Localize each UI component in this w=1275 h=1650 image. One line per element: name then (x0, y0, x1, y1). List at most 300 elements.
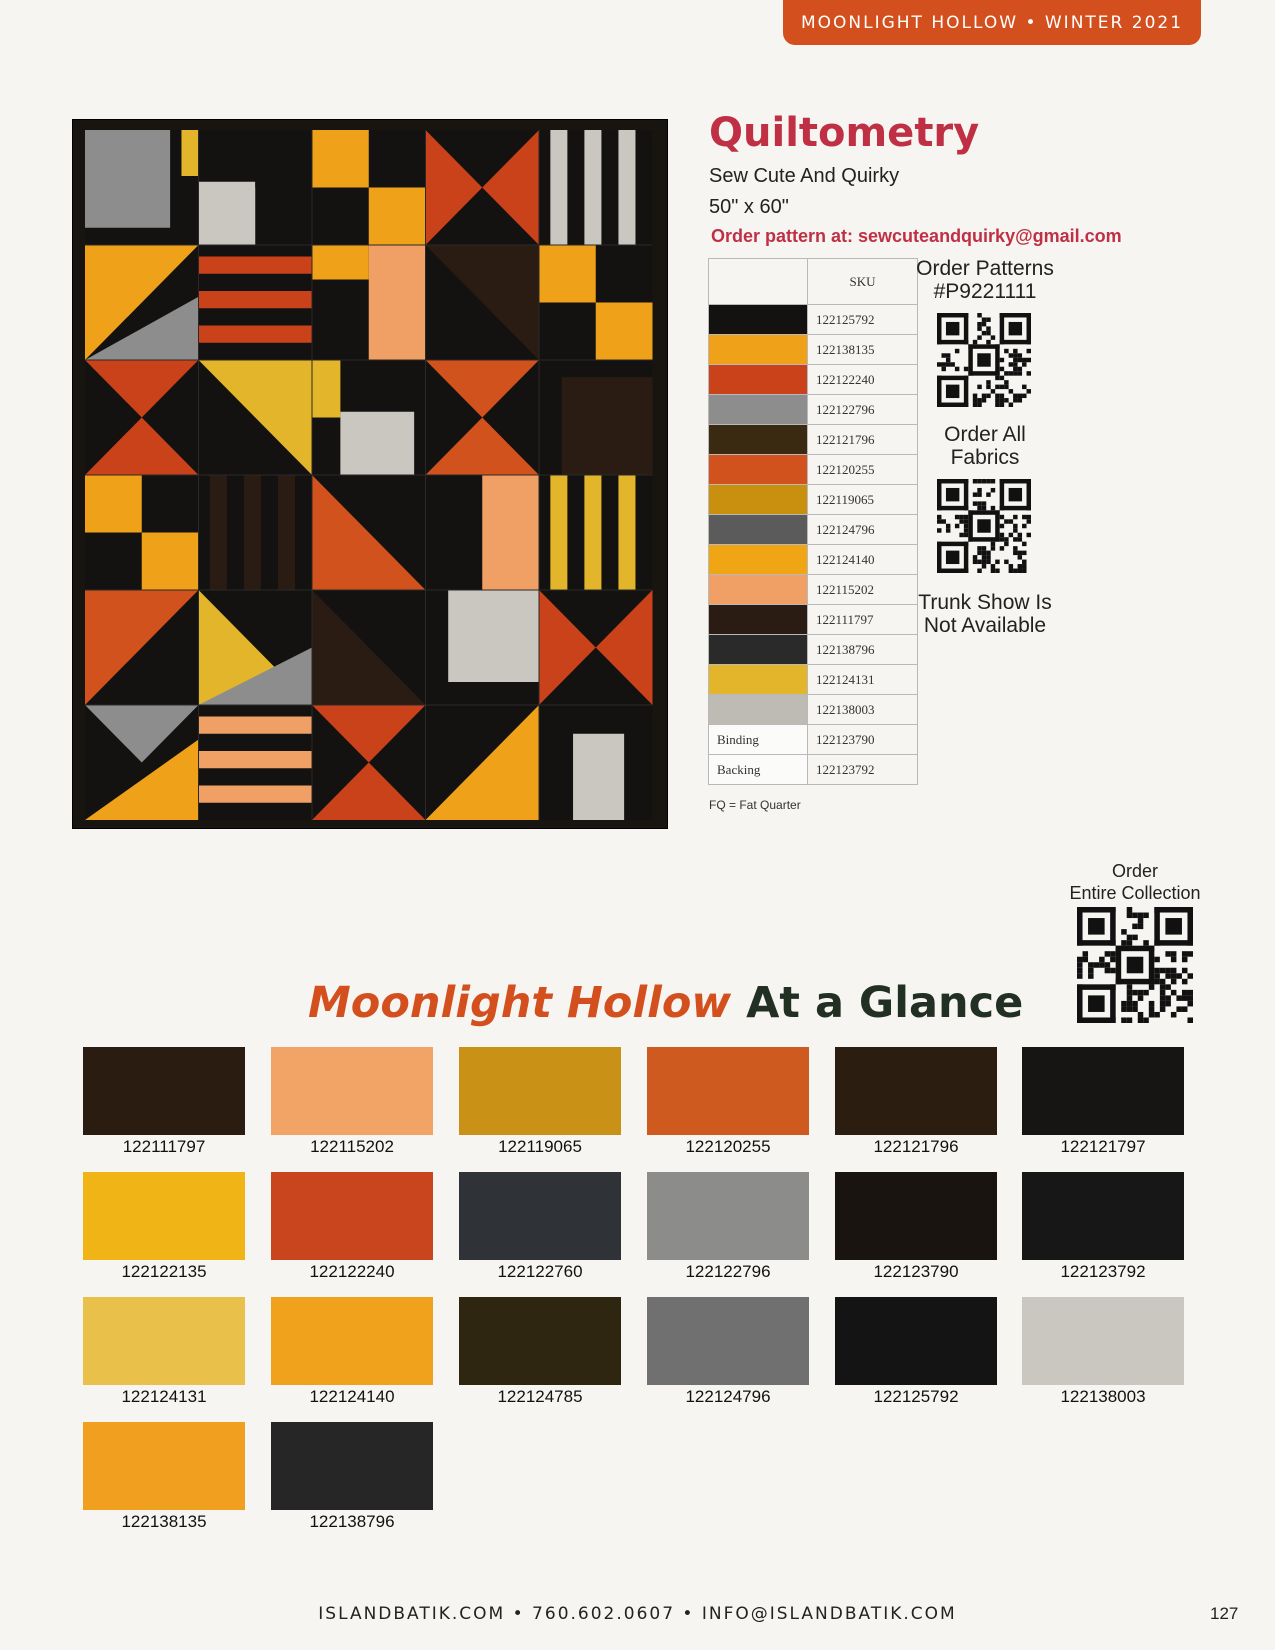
qr-module (977, 385, 981, 389)
fabric-swatch-sku: 122122760 (497, 1262, 583, 1281)
qr-module (1182, 990, 1188, 996)
qr-module (995, 510, 999, 541)
qr-module (1176, 973, 1182, 979)
qr-module (1009, 564, 1013, 568)
fabric-swatch (83, 1047, 245, 1157)
fabric-sku-table (708, 258, 918, 785)
qr-module (986, 385, 990, 389)
fabric-swatch-cell (709, 695, 808, 725)
quilt-patch (278, 475, 295, 590)
fabric-swatch-cell (709, 335, 808, 365)
fabric-row (709, 635, 918, 665)
qr-module (1121, 929, 1127, 935)
fabric-row (709, 425, 918, 455)
qr-module (946, 528, 950, 532)
qr-module (1000, 515, 1004, 519)
qr-module (977, 326, 981, 330)
qr-module (1182, 957, 1188, 963)
qr-module (1149, 984, 1155, 990)
qr-module (1000, 313, 1031, 317)
qr-module (1013, 394, 1017, 398)
qr-module (1182, 1006, 1188, 1012)
qr-module (1009, 519, 1013, 523)
qr-module (1149, 1001, 1155, 1007)
fabric-sku-rows (709, 305, 918, 725)
fabric-swatch-sku: 122122240 (309, 1262, 395, 1281)
qr-module (1127, 935, 1133, 941)
qr-module (937, 376, 968, 380)
qr-module (995, 385, 999, 389)
qr-module (1160, 984, 1166, 990)
swatch-header-cell (709, 259, 808, 305)
qr-module (1154, 1012, 1160, 1018)
qr-module (1077, 984, 1116, 990)
qr-module (1187, 907, 1193, 946)
qr-module (1182, 979, 1188, 985)
qr-module (1018, 551, 1022, 555)
qr-module (1027, 371, 1031, 375)
fabric-swatch-sku: 122123790 (873, 1262, 959, 1281)
qr-module (1182, 951, 1188, 957)
qr-module (1022, 524, 1026, 528)
fabric-swatch (647, 1297, 809, 1407)
qr-module (1105, 968, 1111, 974)
qr-module (937, 506, 968, 510)
fabric-sku-cell: 122122240 (808, 365, 918, 395)
fabric-swatch-sku: 122111797 (122, 1137, 206, 1156)
fabric-swatch-image (271, 1172, 433, 1260)
qr-module (1138, 995, 1144, 1001)
qr-module (973, 492, 977, 496)
qr-module (937, 403, 968, 407)
qr-module (1110, 984, 1116, 1023)
qr-module (986, 560, 990, 564)
quilt-patch (255, 130, 312, 188)
qr-module (1004, 371, 1008, 375)
order-patterns-line1: Order Patterns (916, 257, 1054, 280)
qr-module (1000, 358, 1004, 362)
qr-module (1094, 962, 1100, 968)
qr-module (1165, 1001, 1171, 1007)
binding-sku: 122123790 (808, 725, 918, 755)
qr-module (946, 524, 950, 528)
quilt-patch (181, 130, 198, 176)
quilt-patch (85, 475, 142, 533)
qr-module (1077, 907, 1083, 946)
backing-row (709, 755, 918, 785)
qr-module (1154, 940, 1193, 946)
qr-module (991, 335, 995, 339)
fabric-swatch (271, 1297, 433, 1407)
qr-module (1013, 551, 1017, 555)
qr-module (1013, 546, 1017, 550)
qr-module (968, 510, 999, 514)
qr-module (1160, 990, 1166, 996)
qr-module (986, 326, 990, 330)
qr-module (977, 398, 981, 402)
qr-module (1027, 313, 1031, 344)
fabric-sku-cell: 122125792 (808, 305, 918, 335)
qr-module (1022, 564, 1026, 568)
fabric-sku-cell: 122119065 (808, 485, 918, 515)
qr-module (1154, 957, 1160, 963)
quilt-size: 50" x 60" (709, 196, 789, 218)
header-label: MOONLIGHT HOLLOW • WINTER 2021 (800, 12, 1184, 33)
fabric-swatch (835, 1297, 997, 1407)
fabric-swatch-image (459, 1172, 621, 1260)
qr-module (1171, 951, 1177, 957)
qr-module (986, 331, 990, 335)
qr-module (1000, 546, 1004, 550)
quilt-patch (244, 475, 261, 590)
qr-module (941, 367, 945, 371)
fabric-swatch (271, 1047, 433, 1157)
qr-module (982, 551, 986, 555)
qr-module (1000, 533, 1004, 537)
qr-module (964, 533, 968, 537)
fabric-swatch-image (647, 1297, 809, 1385)
fabric-row (709, 455, 918, 485)
qr-module (1138, 913, 1144, 919)
qr-module (1154, 979, 1160, 985)
qr-module (946, 362, 950, 366)
fabric-swatch (83, 1297, 245, 1407)
qr-module (1004, 349, 1008, 353)
qr-module (977, 506, 981, 510)
qr-module (946, 322, 959, 335)
qr-module (1171, 973, 1177, 979)
qr-module (964, 528, 968, 532)
fabric-swatch-sku: 122124131 (121, 1387, 207, 1406)
fabric-sku-cell: 122138135 (808, 335, 918, 365)
qr-module (982, 506, 986, 510)
fabric-swatch-sku: 122115202 (310, 1137, 394, 1156)
qr-module (1013, 528, 1017, 532)
fabric-swatch (459, 1172, 621, 1282)
qr-module (964, 313, 968, 344)
order-patterns-qr-icon[interactable] (937, 313, 1031, 407)
qr-module (1009, 322, 1022, 335)
qr-module (1160, 979, 1166, 985)
fabric-swatch (835, 1047, 997, 1157)
quilt-patch (199, 786, 313, 803)
qr-module (977, 353, 990, 366)
quilt-patch (199, 751, 313, 768)
fabric-swatch-sku: 122121797 (1060, 1137, 1146, 1156)
qr-module (1121, 1001, 1127, 1007)
order-collection-label (1055, 860, 1215, 904)
fabric-row (709, 395, 918, 425)
qr-module (1132, 1006, 1138, 1012)
qr-module (1105, 962, 1111, 968)
qr-module (995, 376, 999, 380)
qr-module (937, 340, 968, 344)
qr-module (1127, 957, 1144, 974)
qr-module (1116, 946, 1122, 985)
qr-module (968, 371, 999, 375)
qr-module (1083, 957, 1089, 963)
qr-module (982, 560, 986, 564)
qr-module (973, 398, 977, 402)
qr-module (973, 340, 977, 344)
qr-module (973, 403, 977, 407)
qr-module (1127, 984, 1133, 990)
quilt-patch (448, 590, 539, 682)
qr-module (1013, 515, 1017, 519)
qr-module (964, 376, 968, 407)
qr-module (1027, 389, 1031, 393)
qr-module (964, 367, 968, 371)
qr-module (1165, 918, 1182, 935)
qr-module (1182, 995, 1188, 1001)
qr-module (1176, 995, 1182, 1001)
footer-contact: ISLANDBATIK.COM • 760.602.0607 • INFO@ISLANDBATIK.COM (318, 1604, 957, 1624)
qr-module (941, 353, 945, 357)
fabric-swatch (647, 1172, 809, 1282)
qr-module (1000, 376, 1004, 380)
fabric-row (709, 365, 918, 395)
qr-module (1171, 979, 1177, 985)
qr-module (1138, 918, 1144, 924)
fabric-swatch-image (835, 1297, 997, 1385)
qr-module (1083, 951, 1089, 957)
order-pattern-line[interactable]: Order pattern at: sewcuteandquirky@gmail.com (711, 226, 1122, 246)
qr-module (964, 519, 968, 523)
qr-module (1088, 995, 1105, 1012)
qr-module (986, 479, 990, 483)
qr-module (968, 537, 999, 541)
qr-module (1013, 358, 1017, 362)
qr-module (968, 510, 972, 541)
page-number: 127 (1210, 1604, 1239, 1623)
qr-module (1143, 940, 1149, 946)
qr-module (991, 546, 995, 550)
qr-module (1009, 403, 1013, 407)
qr-module (1027, 479, 1031, 510)
qr-module (1077, 957, 1083, 963)
fabric-swatch-cell (709, 455, 808, 485)
quilt-patch (312, 360, 340, 418)
fabric-row (709, 335, 918, 365)
qr-module (991, 488, 995, 492)
qr-module (982, 322, 986, 326)
order-collection-qr-icon[interactable] (1077, 907, 1193, 1023)
qr-module (1110, 951, 1116, 957)
qr-module (1121, 1006, 1127, 1012)
fabric-swatch (1022, 1047, 1184, 1157)
fabric-row (709, 305, 918, 335)
qr-module (1165, 995, 1171, 1001)
qr-module (1018, 564, 1022, 568)
qr-module (1004, 398, 1008, 402)
table-header-row (709, 259, 918, 305)
qr-module (1077, 984, 1083, 1023)
qr-module (995, 569, 999, 573)
quilt-patch (618, 475, 635, 590)
qr-module (1171, 957, 1177, 963)
backing-sku: 122123792 (808, 755, 918, 785)
qr-module (955, 349, 959, 353)
qr-module (1127, 995, 1133, 1001)
qr-module (1018, 398, 1022, 402)
qr-module (973, 560, 977, 564)
qr-module (977, 335, 981, 339)
qr-module (1022, 358, 1026, 362)
fabric-swatch-sku: 122138796 (309, 1512, 395, 1531)
fabric-swatch-cell (709, 515, 808, 545)
qr-module (1000, 398, 1004, 402)
qr-module (1105, 951, 1111, 957)
qr-module (1187, 995, 1193, 1001)
fabric-row (709, 605, 918, 635)
qr-module (1013, 349, 1017, 353)
qr-module (977, 501, 981, 505)
qr-module (1160, 995, 1166, 1001)
fabric-sku-cell: 122138003 (808, 695, 918, 725)
qr-module (1110, 968, 1116, 974)
qr-module (977, 560, 981, 564)
fabric-swatch-image (647, 1047, 809, 1135)
qr-module (973, 479, 977, 483)
qr-module (986, 380, 990, 384)
qr-module (1018, 569, 1022, 573)
fabric-sku-cell: 122124140 (808, 545, 918, 575)
fabric-swatch-cell (709, 635, 808, 665)
qr-module (977, 488, 981, 492)
qr-module (1143, 990, 1149, 996)
fabric-sku-cell: 122124796 (808, 515, 918, 545)
fabric-swatch-sku: 122122796 (685, 1262, 771, 1281)
qr-module (1022, 385, 1026, 389)
order-fabrics-label (905, 423, 1065, 469)
qr-module (1171, 990, 1177, 996)
fabric-sku-cell: 122121796 (808, 425, 918, 455)
fabric-swatch-sku: 122124785 (497, 1387, 583, 1406)
qr-module (982, 564, 986, 568)
qr-module (977, 492, 981, 496)
fabric-swatch-sku: 122138135 (121, 1512, 207, 1531)
quilt-patch (199, 182, 256, 245)
qr-module (1138, 990, 1144, 996)
qr-module (1110, 957, 1116, 963)
qr-module (941, 519, 945, 523)
quilt-patch (312, 130, 369, 188)
qr-module (1187, 990, 1193, 996)
qr-module (955, 524, 959, 528)
fabric-swatch-cell (709, 305, 808, 335)
qr-module (1018, 533, 1022, 537)
qr-module (1013, 367, 1017, 371)
fabric-swatch-sku: 122123792 (1060, 1262, 1146, 1281)
qr-module (946, 551, 959, 564)
fabric-sku-cell: 122120255 (808, 455, 918, 485)
quilt-patch (618, 130, 635, 245)
qr-module (1022, 569, 1026, 573)
qr-module (1110, 907, 1116, 946)
qr-module (937, 376, 941, 407)
fabric-swatch-cell (709, 545, 808, 575)
qr-module (1132, 924, 1138, 930)
qr-module (964, 479, 968, 510)
quilt-patch (550, 475, 567, 590)
fabric-swatch-cell (709, 395, 808, 425)
fabric-row (709, 695, 918, 725)
qr-module (937, 528, 941, 532)
designer-name: Sew Cute And Quirky (709, 165, 900, 187)
fabric-swatch-image (1022, 1297, 1184, 1385)
qr-module (977, 551, 981, 555)
qr-module (1132, 990, 1138, 996)
qr-module (1149, 1006, 1155, 1012)
qr-module (1077, 968, 1083, 974)
quilt-patch (199, 717, 313, 734)
fabric-sku-cell: 122124131 (808, 665, 918, 695)
qr-module (1013, 398, 1017, 402)
quilt-patch (584, 475, 601, 590)
qr-module (1027, 349, 1031, 353)
order-fabrics-qr-icon[interactable] (937, 479, 1031, 573)
quilt-patch (369, 245, 426, 360)
qr-module (1127, 990, 1133, 996)
qr-module (1009, 533, 1013, 537)
qr-module (1022, 551, 1026, 555)
fabric-sku-cell: 122138796 (808, 635, 918, 665)
qr-module (1000, 403, 1004, 407)
qr-module (1187, 1017, 1193, 1023)
qr-module (995, 344, 999, 375)
qr-module (1127, 1017, 1133, 1023)
qr-module (1018, 371, 1022, 375)
trunk-show-line1: Trunk Show Is (918, 591, 1052, 614)
fabric-swatch-image (459, 1047, 621, 1135)
qr-module (955, 367, 959, 371)
qr-module (1004, 537, 1008, 541)
quilt-patch (199, 291, 313, 308)
qr-module (982, 479, 986, 483)
qr-module (1000, 524, 1004, 528)
qr-module (1004, 385, 1008, 389)
qr-module (1171, 968, 1177, 974)
fabric-swatch-cell (709, 365, 808, 395)
qr-module (1127, 1006, 1133, 1012)
qr-module (1013, 524, 1017, 528)
qr-module (1004, 542, 1008, 546)
qr-module (977, 322, 981, 326)
fabric-swatch-sku: 122125792 (873, 1387, 959, 1406)
fabric-swatch (83, 1422, 245, 1532)
fabric-row (709, 485, 918, 515)
qr-module (1022, 542, 1026, 546)
qr-module (1116, 979, 1155, 985)
qr-module (1143, 913, 1149, 919)
qr-module (968, 344, 972, 375)
quilt-patch (199, 257, 313, 274)
quilt-patch (482, 475, 539, 590)
qr-module (1187, 951, 1193, 957)
qr-module (1013, 353, 1017, 357)
qr-module (1160, 1001, 1166, 1007)
binding-row (709, 725, 918, 755)
qr-module (937, 479, 941, 510)
fabric-swatch-image (271, 1422, 433, 1510)
qr-module (1027, 519, 1031, 523)
qr-module (1027, 358, 1031, 362)
fabric-row (709, 575, 918, 605)
qr-module (1000, 537, 1004, 541)
qr-module (959, 519, 963, 523)
quilt-patch (539, 245, 596, 303)
qr-module (1132, 913, 1138, 919)
